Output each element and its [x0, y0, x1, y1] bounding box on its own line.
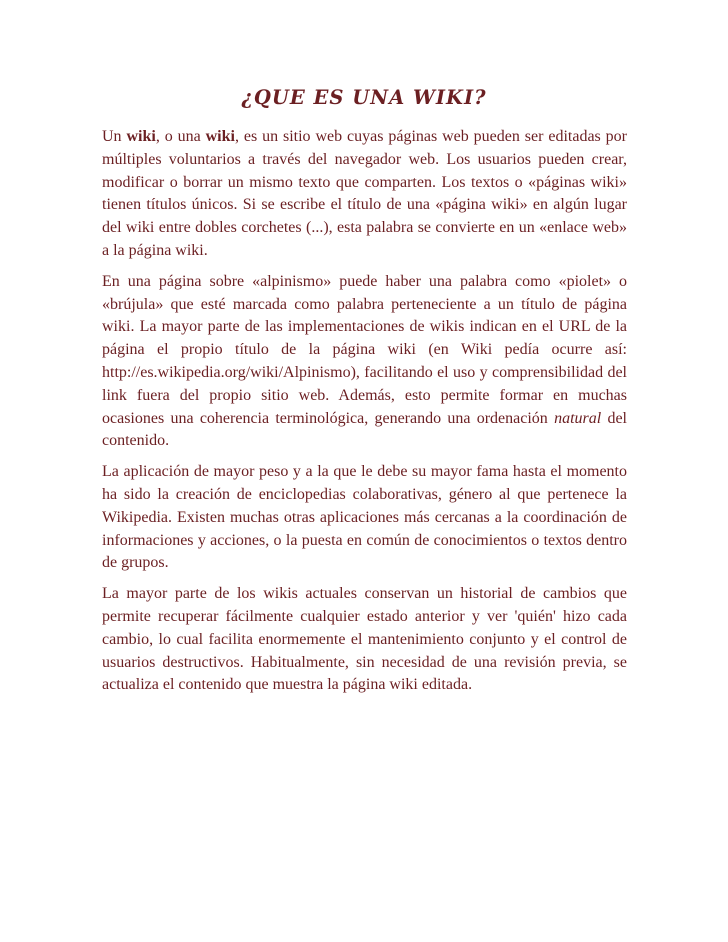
paragraph-2 — [102, 271, 627, 453]
paragraph-2-text-2: del contenido. — [102, 409, 627, 450]
paragraph-2-italic-natural: natural — [554, 409, 602, 427]
paragraph-1-text-2: , o una — [155, 128, 206, 145]
document-body — [102, 126, 627, 705]
paragraph-4: La mayor parte de los wikis actuales conservan un historial de cambios que permite recuperar fácilmente cualquier estado anterior y ver 'quién' hizo cada cambio, lo cual facilita enormemente el mantenimiento conjunto y el control de usuarios destructivos. Habitualmente, sin necesidad de una revisión previa, se actualiza el contenido que muestra la página wiki editada. — [102, 585, 627, 694]
paragraph-2-text-1: En una página sobre «alpinismo» puede haber una palabra como «piolet» o «brújula» que esté marcada como palabra perteneciente a un título de página wiki. La mayor parte de las implementaciones de wikis indican en el URL de la página el propio título de la página wiki (en Wiki pedía ocurre así: http://es.wikipedia.org/wiki/Alpinismo), facilitando el uso y comprensibilidad del link fuera del propio sitio web. Además, esto permite formar en muchas ocasiones una coherencia terminológica, generando una ordenación — [102, 272, 627, 427]
paragraph-1-text-1: Un — [102, 128, 127, 145]
document-title: ¿QUE ES UNA WIKI? — [241, 86, 487, 109]
paragraph-3: La aplicación de mayor peso y a la que le debe su mayor fama hasta el momento ha sido la creación de enciclopedias colaborativas, género al que pertenece la Wikipedia. Existen muchas otras aplicaciones más cercanas a la coordinación de informaciones y acciones, o la puesta en común de conocimientos o textos dentro de grupos. — [102, 463, 627, 572]
paragraph-1-bold-wiki-1: wiki — [126, 128, 156, 145]
paragraph-1-text-3: , es un sitio web cuyas páginas web pueden ser editadas por múltiples voluntarios a través del navegador web. Los usuarios pueden crear, modificar o borrar un mismo texto que comparten. Los textos o «páginas wiki» tienen títulos únicos. Si se escribe el título de una «página wiki» en algún lugar del wiki entre dobles corchetes (...), esta palabra se convierte en un «enlace web» a la página wiki. — [102, 128, 627, 259]
paragraph-1 — [102, 126, 627, 263]
paragraph-1-bold-wiki-2: wiki — [205, 128, 235, 145]
